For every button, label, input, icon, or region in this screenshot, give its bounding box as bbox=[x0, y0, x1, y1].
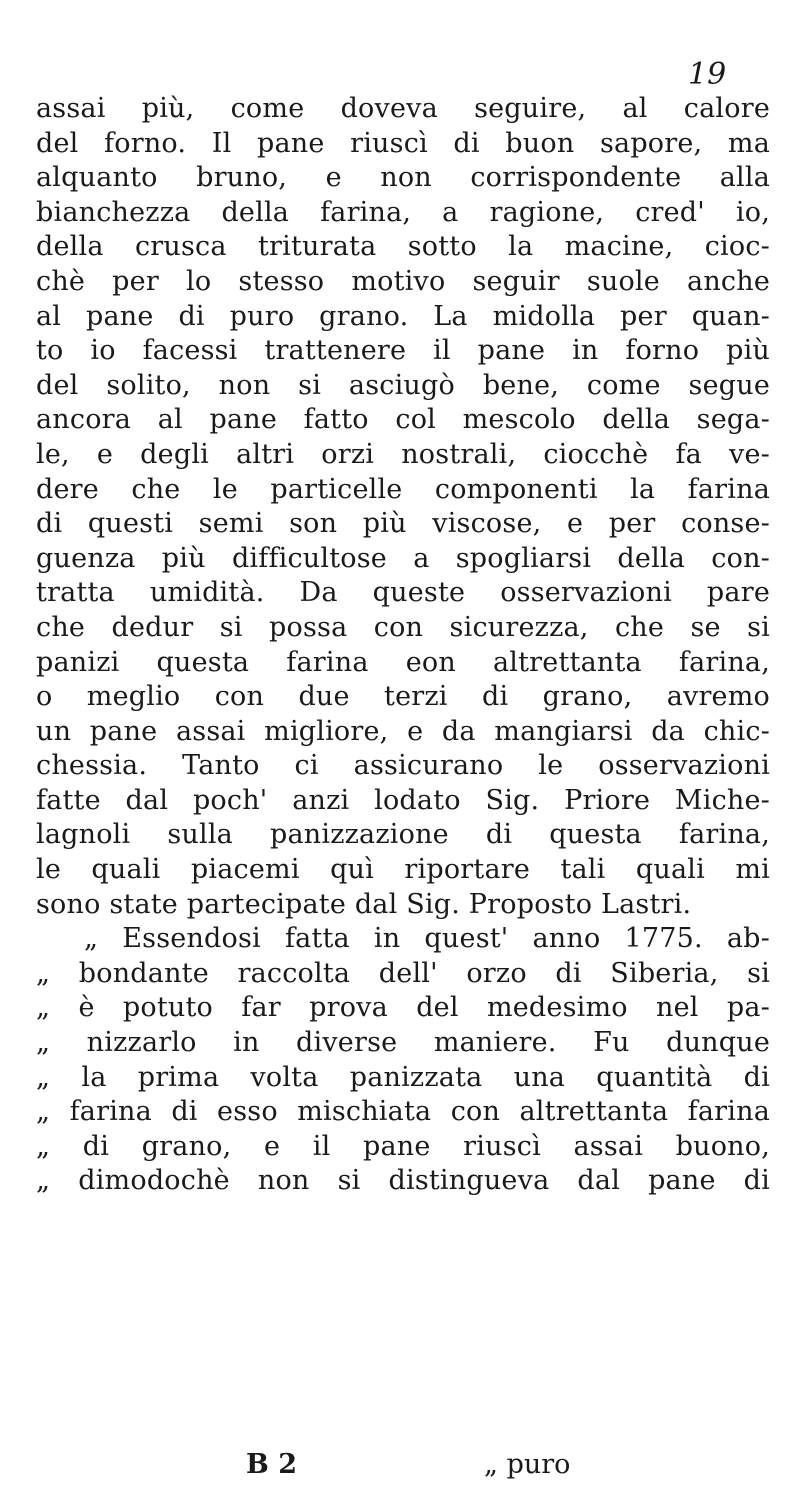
text-line: lagnoli sulla panizzazione di questa farina, bbox=[36, 819, 770, 851]
text-line: chè per lo stesso motivo seguir suole anche bbox=[36, 265, 770, 297]
quote-line: „ nizzarlo in diverse maniere. Fu dunque bbox=[36, 1027, 770, 1059]
quote-line: „ bondante raccolta dell' orzo di Siberia, si bbox=[36, 957, 770, 989]
text-line: le quali piacemi quì riportare tali quali mi bbox=[36, 854, 770, 886]
text-line: un pane assai migliore, e da mangiarsi da chic- bbox=[36, 715, 770, 747]
text-line: panizi questa farina eon altrettanta farina, bbox=[36, 646, 770, 678]
text-line: del solito, non si asciugò bene, come segue bbox=[36, 369, 770, 401]
text-line: to io facessi trattenere il pane in forno più bbox=[36, 335, 770, 367]
text-line: le, e degli altri orzi nostrali, ciocchè fa ve- bbox=[36, 438, 770, 470]
text-line: di questi semi son più viscose, e per conse- bbox=[36, 508, 770, 540]
catchword: „ puro bbox=[484, 1449, 571, 1480]
text-line: ancora al pane fatto col mescolo della sega- bbox=[36, 404, 770, 436]
text-line: della crusca triturata sotto la macine, cioc- bbox=[36, 231, 770, 263]
text-line: chessia. Tanto ci assicurano le osservazioni bbox=[36, 750, 770, 782]
quote-line: „ Essendosi fatta in quest' anno 1775. ab- bbox=[84, 923, 770, 955]
text-line: alquanto bruno, e non corrispondente alla bbox=[36, 162, 770, 194]
text-line: al pane di puro grano. La midolla per quan- bbox=[36, 300, 770, 332]
signature-mark: B 2 bbox=[246, 1449, 298, 1480]
text-line: guenza più difficultose a spogliarsi della con- bbox=[36, 542, 770, 574]
text-line: assai più, come doveva seguire, al calore bbox=[36, 93, 770, 124]
quote-line: „ è potuto far prova del medesimo nel pa- bbox=[36, 992, 770, 1024]
quote-line: „ dimodochè non si distingueva dal pane di bbox=[36, 1165, 770, 1197]
text-line: fatte dal poch' anzi lodato Sig. Priore Miche- bbox=[36, 784, 770, 816]
text-line: del forno. Il pane riuscì di buon sapore, ma bbox=[36, 127, 770, 159]
quote-line: „ la prima volta panizzata una quantità di bbox=[36, 1061, 770, 1093]
text-line: dere che le particelle componenti la farina bbox=[36, 473, 770, 505]
page-number: 19 bbox=[688, 57, 727, 92]
quote-line: „ farina di esso mischiata con altrettanta farina bbox=[36, 1096, 770, 1128]
text-line: che dedur si possa con sicurezza, che se si bbox=[36, 611, 770, 643]
text-line: bianchezza della farina, a ragione, cred' io, bbox=[36, 196, 770, 228]
text-line: o meglio con due terzi di grano, avremo bbox=[36, 681, 770, 713]
page-footer bbox=[36, 1445, 770, 1485]
quote-line: „ di grano, e il pane riuscì assai buono, bbox=[36, 1130, 770, 1162]
text-line: tratta umidità. Da queste osservazioni pare bbox=[36, 577, 770, 609]
text-line: sono state partecipate dal Sig. Proposto Lastri. bbox=[36, 888, 692, 920]
body-text bbox=[36, 92, 770, 1199]
